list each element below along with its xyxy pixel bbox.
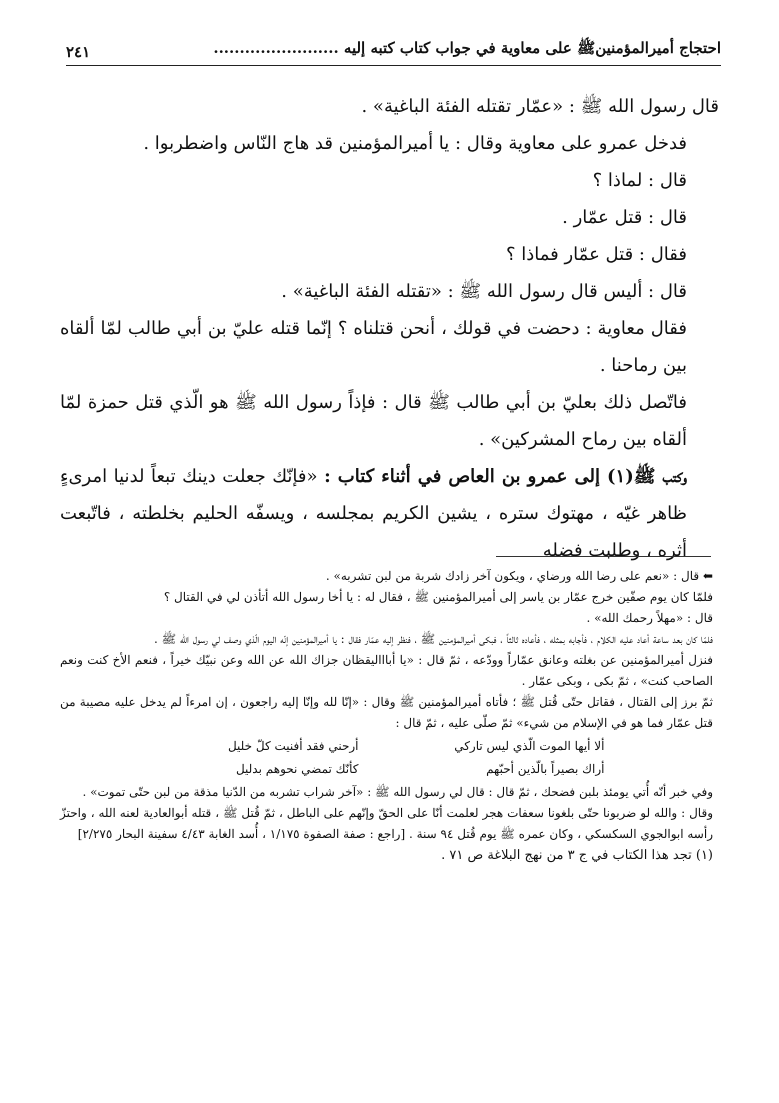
verse-hemistich: أراك بصيراً بالّذين أحبّهم xyxy=(486,762,605,776)
running-header xyxy=(66,36,721,66)
paragraph: فاتّصل ذلك بعليّ بن أبي طالب ﷺ قال : فإذاً رسول الله ﷺ هو الّذي قتل حمزة لمّا ألقاه بين رماح المشركين» . xyxy=(60,392,687,450)
paragraph: قال رسول الله ﷺ : «عمّار تقتله الفئة الباغية» . xyxy=(361,96,719,117)
letter-text: «فإنّك جعلت دينك تبعاً لدنيا امرىءٍ ظاهر غيّه ، مهتوك ستره ، يشين الكريم بمجلسه ، ويسفّه الحليم بخلطته ، فاتّبعت أثره ، وطلبت فضله xyxy=(60,466,687,561)
note-paragraph: قال : «مهلاً رحمك الله» . xyxy=(586,611,713,625)
note-paragraph: فنزل أميرالمؤمنين عن بغلته وعانق عمّاراً وودّعه ، ثمّ قال : «يا أباااليقظان جزاك الله عن الله وعن نبيّك خيراً ، فنعم الأخ كنت ونعم الصاحب كنت» ، ثمّ بكى ، وبكى عمّار . xyxy=(60,653,713,688)
verse-hemistich: ألا أيها الموت الّذي ليس تاركي xyxy=(454,739,605,753)
footnotes xyxy=(60,566,713,866)
note-paragraph: وقال : والله لو ضربونا حتّى بلغونا سعفات هجر لعلمت أنّا على الحقّ وإنّهم على الباطل ، ثمّ قُتل ﷺ ، قتله أبوالعادية لعنه الله ، واحتزّ رأسه ابوالجوي السكسكي ، وكان عمره ﷺ يوم قُتل ٩٤ سنة . [راجع : صفة الصفوة ١/١٧٥ ، أُسد الغابة ٤/٤٣ سفينة البحار ٢/٢٧٥] xyxy=(60,806,713,841)
paragraph: قال : قتل عمّار . xyxy=(562,207,687,228)
verse-hemistich: كأنّك تمضي نحوهم بدليل xyxy=(235,762,359,776)
main-text xyxy=(60,88,719,569)
note-paragraph: وفي خبر أنّه أُتي يومئذ بلبن فضحك ، ثمّ قال : قال لي رسول الله ﷺ : «آخر شراب تشربه من الدّنيا مذقة من لبن حتّى تموت» . xyxy=(82,785,713,799)
page-number: ٢٤١ xyxy=(66,43,91,61)
verse-hemistich: أرحني فقد أفنيت كلّ خليل xyxy=(227,739,359,753)
header-title: احتجاج أميرالمؤمنينﷺ على معاوية في جواب كتاب كتبه إليه ........................ xyxy=(213,39,721,57)
note-paragraph: ⬅ قال : «نعم على رضا الله ورضاي ، ويكون آخر زادك شربة من لبن تشربه» . xyxy=(325,569,713,583)
note-paragraph: فلمّا كان بعد ساعة أعاد عليه الكلام ، فأجابه بمثله ، فأعاده ثالثاً ، فبكى أميرالمؤمنين ﷺ ، فنظر إليه عمّار فقال : يا أميرالمؤمنين إنّه اليوم الّذي وصف لي رسول الله ﷺ . xyxy=(154,632,713,646)
paragraph: فدخل عمرو على معاوية وقال : يا أميرالمؤمنين قد هاج النّاس واضطربوا . xyxy=(143,133,687,154)
paragraph: فقال معاوية : دحضت في قولك ، أنحن قتلناه ؟ إنّما قتله عليّ بن أبي طالب لمّا ألقاه بين رماحنا . xyxy=(60,318,687,376)
verse-line xyxy=(60,736,713,757)
note-paragraph: ثمّ برز إلى القتال ، فقاتل حتّى قُتل ﷺ ؛ فأتاه أميرالمؤمنين ﷺ وقال : «إنّا لله وإنّا إليه راجعون ، إن امرءاً لم يدخل عليه مصيبة من قتل عمّار فما هو في الإسلام من شيء» ثمّ صلّى عليه ، ثمّ قال : xyxy=(60,695,713,730)
letter-lead: وكتب ﷺ(١) إلى عمرو بن العاص في أثناء كتاب : xyxy=(324,466,687,487)
paragraph: قال : أليس قال رسول الله ﷺ : «تقتله الفئة الباغية» . xyxy=(281,281,687,302)
paragraph: فقال : قتل عمّار فماذا ؟ xyxy=(505,244,687,265)
footnote-1: (١) تجد هذا الكتاب في ج ٣ من نهج البلاغة ص ٧١ . xyxy=(441,848,713,863)
note-paragraph: فلمّا كان يوم صفّين خرج عمّار بن ياسر إلى أميرالمؤمنين ﷺ ، فقال له : يا أخا رسول الله أتأذن لي في القتال ؟ xyxy=(163,590,713,604)
footnote-divider xyxy=(496,556,711,557)
letter-paragraph xyxy=(60,458,719,569)
paragraph: قال : لماذا ؟ xyxy=(592,170,687,191)
verse-line xyxy=(60,759,713,780)
